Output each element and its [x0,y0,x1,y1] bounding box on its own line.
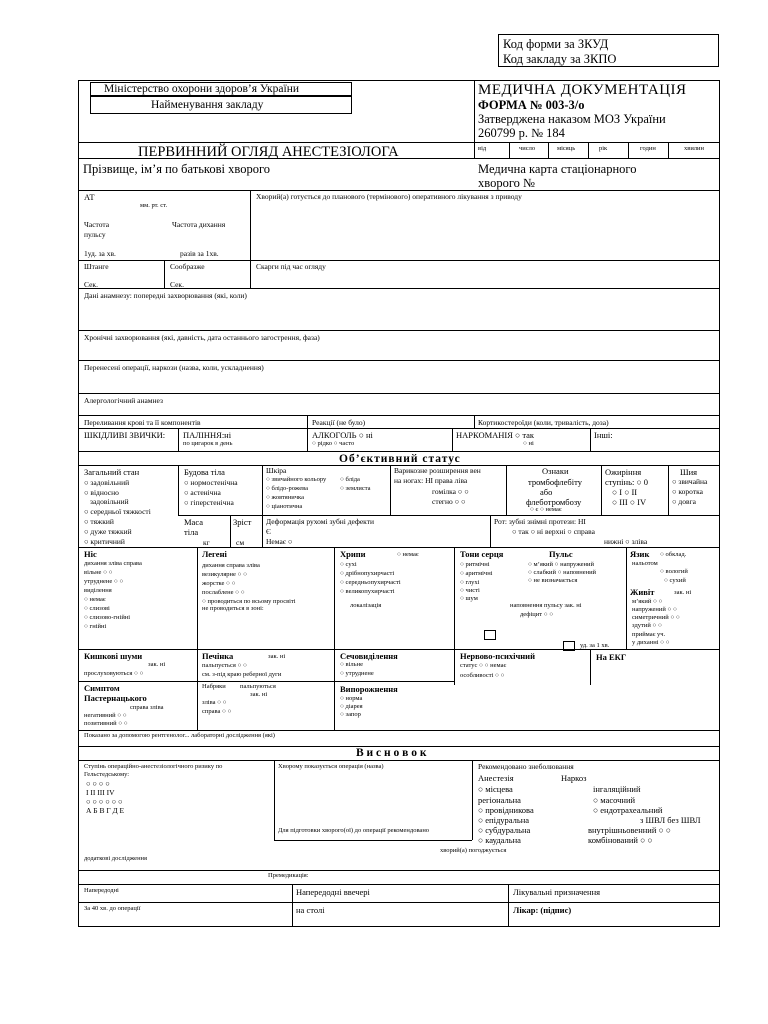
abdomen-row: здутий ○ ○ [632,622,662,629]
veins-row: стегно ○ ○ [432,497,466,506]
row-div [307,428,308,451]
rec-left: ○ субдуральна [478,825,531,835]
consent-label: хворий(а) погоджується [440,847,507,854]
vitals-divider [250,190,251,288]
rec-left: ○ місцева [478,784,513,794]
lungs-row: дихання справа зліва [202,562,260,569]
resp-label: Частота дихання [172,220,226,229]
date-col-div [548,142,549,158]
deform-label: Деформація рухомі зубні дефекти [266,517,375,526]
card-label-1: Медична карта стаціонарного [478,162,637,176]
anamnesis-top [78,288,720,289]
bp-label: АТ [84,192,95,202]
urine-opt: ○ утруднене [340,670,374,677]
pulse-unit: уд. за 1 хв. [580,642,610,649]
pulse-opt: ○ м’який ○ напружений [528,561,594,568]
resp-unit: разів за 1хв. [180,249,219,258]
pulse-deficit-row: дефіцит ○ ○ [520,611,554,618]
heart-opt: ○ чисті [460,587,480,594]
pulse-label-2: пульсу [84,230,106,239]
cm-label: см [236,538,245,547]
narcomania-no: ○ ні [523,440,534,447]
intestinal-row: прослуховуються ○ ○ [84,670,144,677]
col-div [626,547,627,649]
sec-label-1: Сек. [84,280,98,289]
chronic-label: Хронічні захворювання (які, давність, дата останнього загострення, фаза) [84,333,320,342]
col-div [490,515,491,547]
edema-row: зак. ні [250,691,268,698]
edema-row: пальпуються [240,683,276,690]
row-line [334,681,454,682]
bp-unit: мм. рт. ст. [140,202,168,209]
deform-no: Немає ○ [266,537,293,546]
rec-left: регіональна [478,795,521,805]
wheeze-location: локалізація [350,602,382,609]
patient-name-label: Прізвище, ім’я по батькові хворого [83,162,271,176]
corticosteroids-label: Кортикостероїди (коли, тривалість, доза) [478,418,609,427]
doctor-label: Лікар: (підпис) [513,905,572,915]
col-div [262,465,263,515]
extra-research-label: додаткові дослідження [84,855,148,862]
col-div [262,515,263,547]
neck-opt: ○ звичайна [672,477,708,486]
date-col-from: від [478,145,487,152]
abdomen-row: приймає уч. [632,631,666,638]
lungs-row: жорстке ○ ○ [202,580,236,587]
name-row-line [78,190,720,191]
lungs-row: везикулярне ○ ○ [202,571,248,578]
mass-label: Маса [184,517,203,527]
bowel-opt: ○ діарея [340,703,363,710]
narcomania-label: НАРКОМАНІЯ ○ так [456,430,535,440]
rec-left: ○ провідникова [478,805,534,815]
other-label: Інші: [594,430,613,440]
bowel-opt: ○ норма [340,695,363,702]
col-div [508,884,509,927]
tongue-opt: ○ обклад. [660,551,687,558]
row-line [274,840,472,841]
rec-right: ○ масочний [593,795,636,805]
pasternatsky-row: позитивний ○ ○ [84,720,128,727]
abdomen-row: у диханні ○ ○ [632,639,670,646]
risk-roman: I II III IV [86,788,115,797]
narcoz-label: Наркоз [561,773,587,783]
rec-right: комбінований ○ ○ [588,835,653,845]
urine-opt: ○ вільне [340,661,363,668]
intestinal-row: зак. ні [148,661,166,668]
ekg-label: На ЕКГ [596,652,627,662]
edema-row: справа ○ ○ [202,708,232,715]
col-div [334,547,335,649]
abdomen-row: м’який ○ ○ [632,598,663,605]
lungs-row: послаблене ○ ○ [202,589,245,596]
date-col-day: число [519,145,536,152]
rec-left: ○ каудальна [478,835,521,845]
heart-title: Тони серця [460,549,504,559]
approval-text: Затверджена наказом МОЗ України [478,112,666,126]
date-col-div [668,142,669,158]
abdomen-title: Живіт [630,587,655,597]
col-div [197,649,198,730]
rec-left: ○ епідуральна [478,815,530,825]
rec-right: інгаляційний [593,784,641,794]
premed-label: Премедикація: [268,872,309,879]
nose-row: ○ слизово-гнійні [84,614,131,621]
habits-label: ШКІДЛИВІ ЗВИЧКИ: [84,430,166,440]
edema-title: Набряки [202,683,226,690]
rec-right: ○ ендотрахеальний [593,805,663,815]
skin-opt: ○ землиста [340,485,371,492]
liver-row: см. з-під краю реберної дуги [202,671,282,678]
thrombo-opt: флеботромбозу [526,497,582,507]
general-opt: ○ дуже тяжкий [84,527,132,536]
nose-row: ○ слизові [84,605,110,612]
wheeze-opt: ○ середньопухирчасті [340,579,401,586]
prep-needed-label: Для підготовки хворого(ої) до операції рекомендовано [278,827,430,834]
build-opt: ○ гіперстенічна [184,498,234,507]
header-divider [474,80,475,158]
date-col-month: місяць [557,145,576,152]
row-line [197,681,334,682]
smoking-per-day: по цигарок в день [183,440,233,447]
nose-row: ○ немає [84,596,106,603]
row-line [78,730,720,731]
form-code-label: Код форми за ЗКУД [503,37,609,51]
row-line [78,428,720,429]
thrombo-title: Ознаки [542,466,569,476]
reactions-label: Реакції (не було) [312,418,366,427]
skin-opt: ○ жовтяничка [266,494,304,501]
bowel-opt: ○ запор [340,711,361,718]
col-div [197,547,198,649]
row-div [178,428,179,451]
transfusion-label: Переливання крові та її компонентів [84,418,201,427]
general-opt: ○ критичний [84,537,125,546]
nose-title: Ніс [84,549,97,559]
neuro-title: Нервово-психічний [460,651,535,661]
liver-title: Печінка [202,651,234,661]
neck-title: Шия [680,467,698,477]
neck-opt: ○ коротка [672,487,703,496]
col-div [178,465,179,515]
bowel-title: Випорожнення [340,684,398,694]
row-div [307,415,308,428]
order-text: 260799 р. № 184 [478,126,565,140]
mouth-label: Рот: зубні знімні протези: НІ [494,517,586,526]
date-col-hours: годин [640,145,656,152]
stange-label: Штанге [84,262,109,271]
date-col-year: рік [599,145,608,152]
ministry-label: Міністерство охорони здоров’я України [104,83,300,95]
general-opt: ○ задовільний [84,478,130,487]
anamnesis-label: Дані анамнезу: попередні захворювання (які, коли) [84,291,247,300]
row-line [78,330,720,331]
pasternatsky-title: Симптом [84,683,120,693]
anest-label: Анестезія [478,773,514,783]
conclusion-heading: В и с н о в о к [356,747,427,759]
complaints-label: Скарги під час огляду [256,262,326,271]
wheeze-opt: ○ дрібнопухирчасті [340,570,395,577]
sabrazhe-label: Сообразже [170,262,205,271]
thrombo-opt: ○ є ○ немає [530,506,562,513]
general-opt: ○ тяжкий [84,517,114,526]
rec-title: Рекомендовано знеболювання [478,762,574,771]
pulse-deficit: наповнення пульсу зак. ні [510,602,582,609]
table-label: на столі [296,905,325,915]
general-opt: ○ відносно [84,488,119,497]
tongue-title: Язик [630,549,650,559]
deficit-checkbox[interactable] [484,630,496,640]
page-title: ПЕРВИННИЙ ОГЛЯД АНЕСТЕЗІОЛОГА [138,144,399,160]
col-div [292,884,293,927]
prep-reason: Хворий(а) готується до планового (термінового) оперативного лікування з приводу [256,192,522,201]
deform-yes: Є [266,527,271,536]
pasternatsky-title2: Пастернацького [84,693,147,703]
pasternatsky-row: негативний ○ ○ [84,712,127,719]
build-opt: ○ астенічна [184,488,221,497]
edema-row: зліва ○ ○ [202,699,227,706]
drugs-label: Лікувальні призначення [513,887,601,897]
allergy-label: Алергологічний анамнез [84,396,163,405]
pulse-unit: 1уд. за хв. [84,249,116,258]
row-line [178,515,720,516]
obesity-opt: ступінь: ○ 0 [605,477,648,487]
col-div [506,465,507,515]
col-div [454,649,455,685]
heart-opt: ○ ритмічні [460,561,490,568]
wheeze-none: ○ немає [397,551,419,558]
row-line [78,451,720,452]
lungs-title: Легені [202,549,227,559]
obesity-opt: ○ III ○ IV [612,497,647,507]
abdomen-row: симетричний ○ ○ [632,614,680,621]
institution-label: Найменування закладу [151,99,264,111]
skin-title: Шкіра [266,466,287,475]
alcohol-label: АЛКОГОЛЬ ○ ні [312,430,373,440]
general-title: Загальний стан [84,467,140,477]
skin-opt: ○ блідо-рожева [266,485,308,492]
doc-title: МЕДИЧНА ДОКУМЕНТАЦІЯ [478,82,687,98]
pulse-opt: ○ слабкий ○ наповнений [528,569,597,576]
height-label: Зріст [233,517,252,527]
mouth-opts: ○ так ○ ні верхні ○ справа [512,527,595,536]
skin-opt: ○ ціанотична [266,503,303,510]
stench-divider [164,260,165,288]
risk-letters: А Б В Г Д Е [86,806,125,815]
veins-row: гомілка ○ ○ [432,487,469,496]
sec-label-2: Сек. [170,280,184,289]
col-div [334,649,335,730]
smoking-label: ПАЛІННЯ:ні [183,430,232,440]
thrombo-opt: або [540,487,553,497]
obesity-title: Ожиріння [605,467,642,477]
nose-row: ○ гнійні [84,623,107,630]
neuro-row: особливості ○ ○ [460,672,505,679]
col-div [230,515,231,547]
skin-opt: ○ звичайного кольору [266,476,327,483]
pasternatsky-row: справа зліва [130,704,164,711]
date-col-div [509,142,510,158]
body-label: тіла [184,527,199,537]
build-opt: ○ нормостенічна [184,478,238,487]
urine-title: Сечовиділення [340,651,398,661]
risk-letter-circles: ○ ○ ○ ○ ○ ○ [86,797,123,806]
row-div [590,428,591,451]
col-div [590,649,591,685]
liver-row: зак. ні [268,653,286,660]
row-line [78,902,720,903]
pulse-label-1: Частота [84,220,110,229]
patient-needs-label: Хворому показується операція (назва) [278,763,384,770]
wheeze-opt: ○ великопухирчасті [340,588,395,595]
row-div [474,415,475,428]
lungs-row: не проводиться в зоні: [202,605,264,612]
title-top-line [78,142,720,143]
veins-row: на ногах: НІ права ліва [394,476,468,485]
mouth-lower: нижні ○ зліва [604,537,648,546]
row-line [78,681,197,682]
additional-label: Показано за допомогою рентгенолог... лабораторні дослідження (які) [84,732,275,739]
row-line [78,393,720,394]
night-label: Напередодні ввечері [296,887,370,897]
veins-title: Варикозне розширення вен [394,466,481,475]
date-col-div [588,142,589,158]
pulse-opt: ○ не визначається [528,577,578,584]
nose-row: дихання зліва справа [84,560,142,567]
row-line [78,360,720,361]
general-opt: ○ середньої тяжкості [84,507,151,516]
row-line [78,415,720,416]
col-div [274,760,275,840]
nose-row: вільне ○ ○ [84,569,113,576]
title-bottom-line [78,158,720,159]
col-div [601,465,602,515]
abdomen-row: напружений ○ ○ [632,606,677,613]
col-div [454,547,455,649]
kg-label: кг [203,538,210,547]
heart-opt: ○ шум [460,595,478,602]
row-line [78,870,720,871]
intestinal-title: Кишкові шуми [84,651,143,661]
liver-row: пальпується ○ ○ [202,662,247,669]
rec-right: внутрішньовенний ○ ○ [588,825,671,835]
thrombo-opt: тромбофлебіту [528,477,582,487]
institution-code-label: Код закладу за ЗКПО [503,52,617,66]
tongue-opt: нальотом [632,560,658,567]
operations-label: Перенесені операції, наркози (назва, коли, ускладнення) [84,363,264,372]
minutes-label: За 40 хв. до операції [84,905,141,912]
col-div [668,465,669,515]
pulse-title: Пульс [549,549,573,559]
date-col-div [628,142,629,158]
tongue-opt: ○ вологий [660,568,688,575]
row-line [78,884,720,885]
risk-circles: ○ ○ ○ ○ [86,779,110,788]
alcohol-options: ○ рідко ○ часто [312,440,355,447]
col-div [390,465,391,515]
tongue-opt: ○ сухий [664,577,686,584]
heart-opt: ○ глухі [460,579,480,586]
col-div [472,760,473,840]
risk-title: Ступінь операційно-анестезіологічного ризику по [84,763,223,770]
row-line [78,649,720,650]
date-col-minutes: хвилин [684,145,704,152]
row-line [78,760,720,761]
abdomen-row: зак. ні [674,589,692,596]
neuro-row: статус ○ ○ немає [460,662,507,669]
general-opt: задовільний [90,497,129,506]
build-title: Будова тіла [184,467,225,477]
objective-heading: Об’єктивний статус [339,453,461,465]
wheeze-title: Хрипи [340,549,366,559]
rec-right: з ШВЛ без ШВЛ [640,815,701,825]
wheeze-opt: ○ сухі [340,561,357,568]
nose-row: виділення [84,587,112,594]
skin-opt: ○ бліда [340,476,360,483]
complaints-line [250,260,720,261]
lungs-row: ○ проводиться по всьому просвіті [202,598,296,605]
risk-title-2: Гельстедському: [84,771,130,778]
evening-label: Напередодні [84,887,119,894]
row-line [78,547,720,548]
nose-row: утруднене ○ ○ [84,578,124,585]
form-number: ФОРМА № 003-3/о [478,98,585,112]
obesity-opt: ○ I ○ II [612,487,638,497]
row-div [452,428,453,451]
heart-opt: ○ аритмічні [460,570,493,577]
neck-opt: ○ довга [672,497,696,506]
card-label-2: хворого № [478,176,535,190]
